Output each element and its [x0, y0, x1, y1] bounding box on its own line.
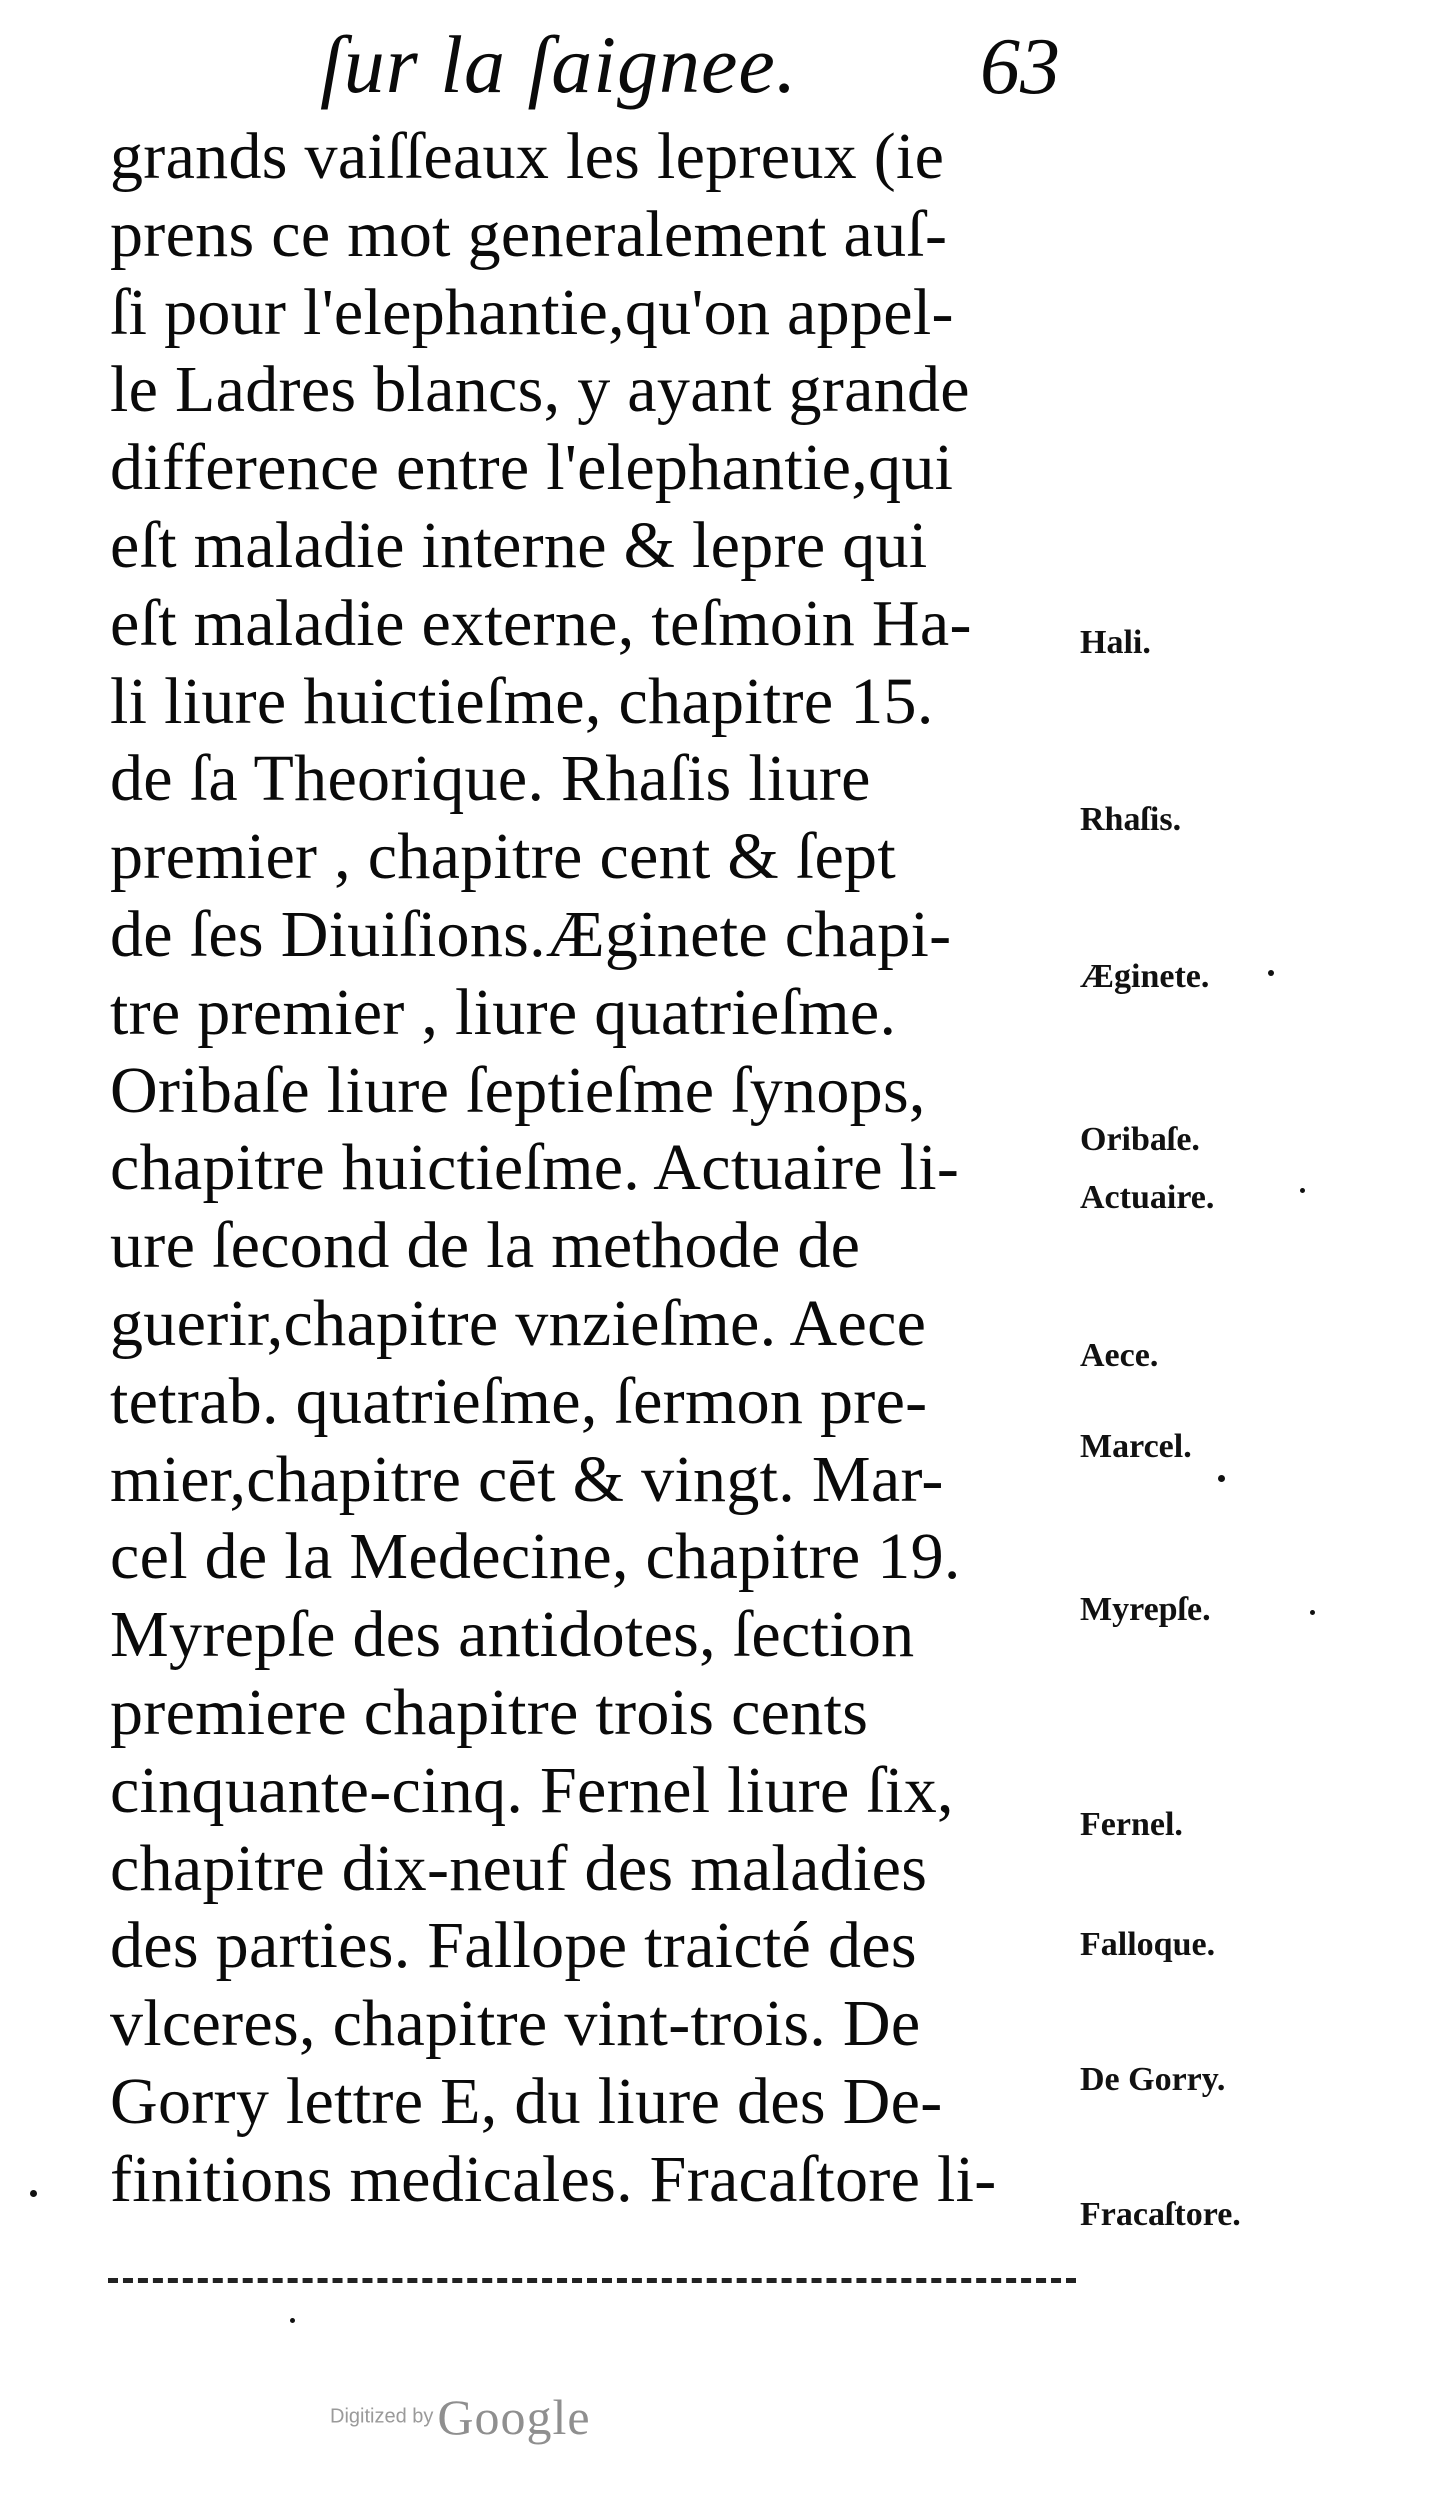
text-line: Myrepſe des antidotes, ſection: [110, 1598, 915, 1672]
text-line: guerir,chapitre vnzieſme. Aece: [110, 1286, 927, 1360]
margin-note-oribase: Oribaſe.: [1080, 1121, 1200, 1158]
text-line: Gorry lettre E, du liure des De-: [110, 2064, 943, 2138]
ink-speck: [30, 2190, 37, 2197]
running-head: ſur la ſaignee.: [320, 19, 798, 110]
margin-note-de-gorry: De Gorry.: [1080, 2061, 1226, 2098]
text-line: mier,chapitre cēt & vingt. Mar-: [110, 1442, 944, 1516]
text-line: cel de la Medecine, chapitre 19.: [110, 1520, 961, 1594]
margin-note-fernel: Fernel.: [1080, 1806, 1183, 1843]
text-line: finitions medicales. Fracaſtore li-: [110, 2142, 997, 2216]
margin-note-myrepse: Myrepſe.: [1080, 1591, 1211, 1628]
text-line: premier , chapitre cent & ſept: [110, 820, 896, 894]
body-text: [110, 118, 1070, 2219]
text-line: ure ſecond de la methode de: [110, 1209, 861, 1283]
text-line: de ſes Diuiſions.Æginete chapi-: [110, 897, 952, 971]
page-number: 63: [980, 23, 1060, 111]
text-line: cinquante-cinq. Fernel liure ſix,: [110, 1753, 954, 1827]
text-line: chapitre dix-neuf des maladies: [110, 1831, 928, 1905]
margin-note-aece: Aece.: [1080, 1337, 1159, 1374]
text-line: le Ladres blancs, y ayant grande: [110, 353, 970, 427]
bottom-rule: [108, 2278, 1076, 2283]
ink-speck: [1310, 1610, 1315, 1615]
text-line: ſi pour l'elephantie,qu'on appel-: [110, 275, 954, 349]
margin-note-hali: Hali.: [1080, 624, 1151, 661]
text-line: grands vaiſſeaux les lepreux (ie: [110, 120, 945, 193]
ink-speck: [290, 2318, 295, 2323]
text-line: difference entre l'elephantie,qui: [110, 431, 954, 505]
margin-note-fracastore: Fracaſtore.: [1080, 2196, 1241, 2233]
ink-speck: [1268, 970, 1274, 976]
text-line: des parties. Fallope traicté des: [110, 1909, 917, 1983]
text-line: vlceres, chapitre vint-trois. De: [110, 1987, 921, 2061]
ink-speck: [1300, 1188, 1305, 1193]
margin-note-rhasis: Rhaſis.: [1080, 801, 1182, 838]
text-line: tetrab. quatrieſme, ſermon pre-: [110, 1364, 928, 1438]
text-line: eſt maladie externe, teſmoin Ha-: [110, 586, 972, 660]
digitized-by-google-watermark: [330, 2388, 591, 2446]
text-line: tre premier , liure quatrieſme.: [110, 975, 897, 1049]
text-line: premiere chapitre trois cents: [110, 1675, 869, 1749]
text-line: prens ce mot generalement auſ-: [110, 197, 948, 271]
text-line: Oribaſe liure ſeptieſme ſynops,: [110, 1053, 926, 1127]
margin-note-falloque: Falloque.: [1080, 1926, 1216, 1963]
margin-note-actuaire: Actuaire.: [1080, 1179, 1215, 1216]
margin-note-marcel: Marcel.: [1080, 1428, 1192, 1465]
google-logo: Google: [437, 2389, 591, 2445]
text-line: eſt maladie interne & lepre qui: [110, 508, 928, 582]
text-line: li liure huictieſme, chapitre 15.: [110, 664, 934, 738]
digitized-by-label: Digitized by: [330, 2405, 434, 2428]
text-line: de ſa Theorique. Rhaſis liure: [110, 742, 871, 816]
ink-speck: [1218, 1475, 1225, 1482]
text-line: chapitre huictieſme. Actuaire li-: [110, 1131, 960, 1205]
margin-note-aeginete: Æginete.: [1080, 958, 1210, 995]
